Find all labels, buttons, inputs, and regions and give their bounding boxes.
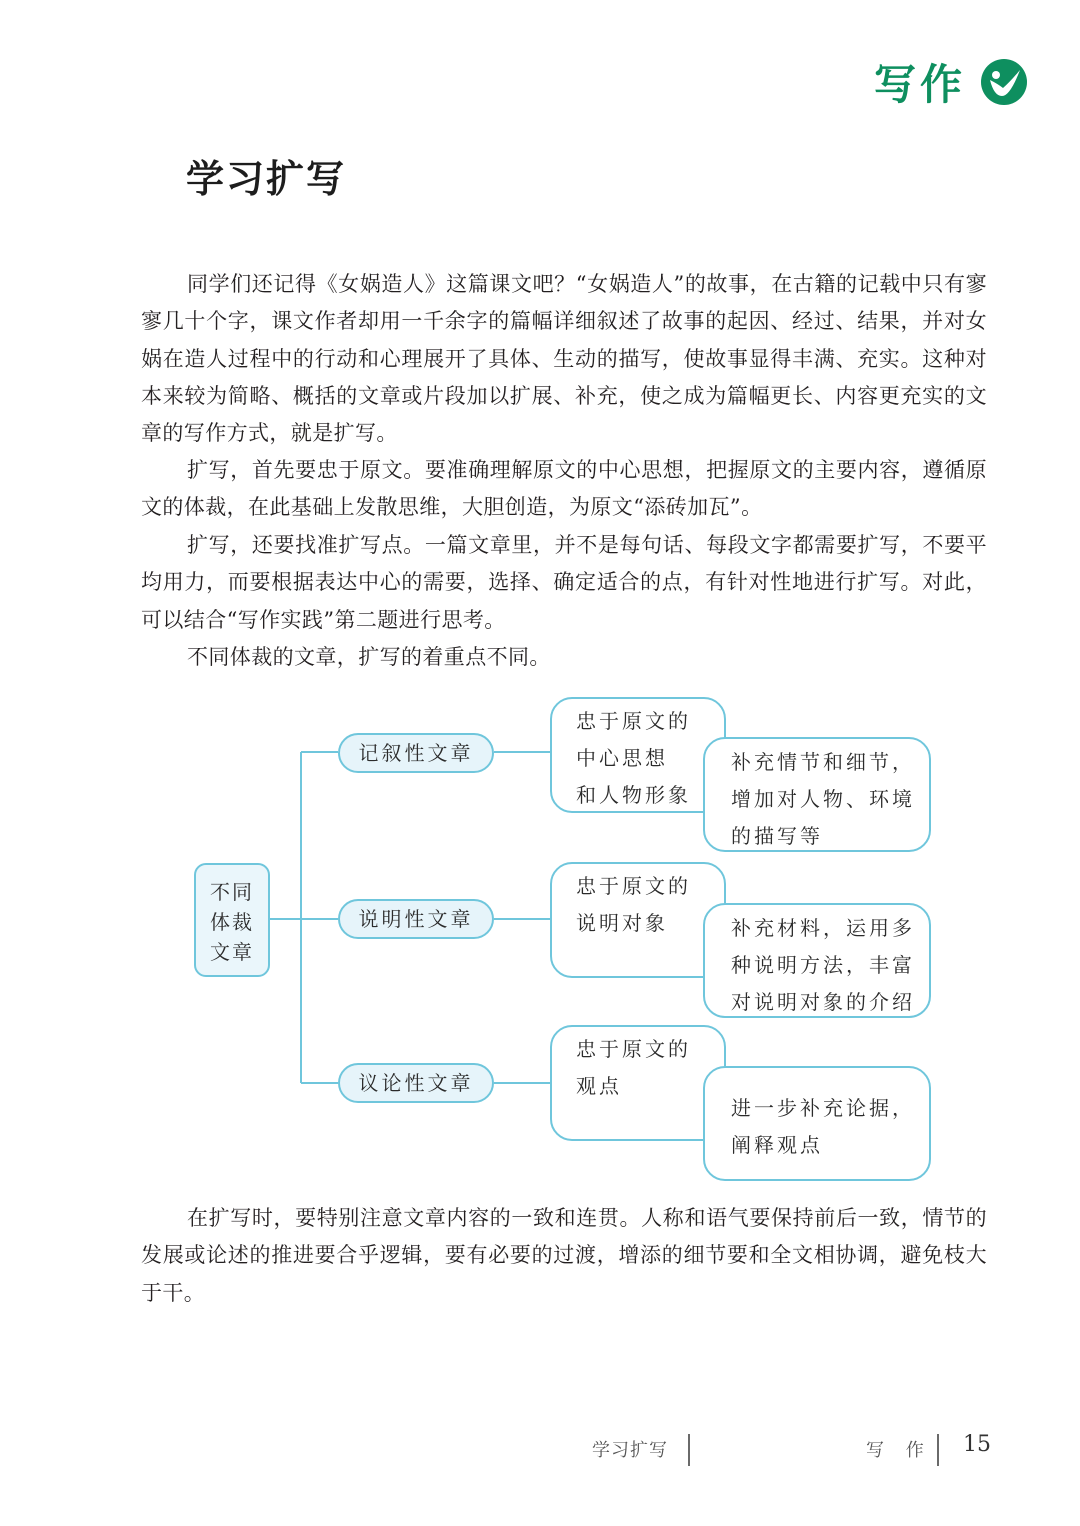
method-line: 种说明方法，丰富 xyxy=(731,953,915,977)
method-line: 对说明对象的介绍 xyxy=(731,990,915,1014)
method-line: 补充材料，运用多 xyxy=(731,916,915,940)
requirement-line: 忠于原文的 xyxy=(576,709,691,733)
requirement-box-expository xyxy=(550,862,726,978)
genre-box-argumentative: 议论性文章 xyxy=(338,1063,494,1103)
section-tag xyxy=(874,52,1028,112)
footer-section: 写 作 xyxy=(866,1440,932,1461)
page-number: 15 xyxy=(963,1432,991,1457)
root-line: 不同 xyxy=(210,880,254,904)
root-line: 体裁 xyxy=(210,910,254,934)
footer-divider xyxy=(688,1434,690,1466)
footer-lesson-title: 学习扩写 xyxy=(592,1440,668,1461)
requirement-box-narrative xyxy=(550,697,726,813)
method-box-argumentative xyxy=(703,1066,931,1181)
diagram-root-box xyxy=(194,863,270,977)
method-line: 增加对人物、环境 xyxy=(731,787,915,811)
requirement-box-argumentative xyxy=(550,1025,726,1141)
genre-box-narrative: 记叙性文章 xyxy=(338,733,494,773)
root-line: 文章 xyxy=(210,940,254,964)
method-line: 的描写等 xyxy=(731,824,823,848)
method-line: 进一步补充论据， xyxy=(731,1096,915,1120)
requirement-line: 忠于原文的 xyxy=(576,1037,691,1061)
genre-box-expository: 说明性文章 xyxy=(338,899,494,939)
section-tag-label: 写作 xyxy=(873,60,966,109)
paragraph-faithful: 扩写，首先要忠于原文。要准确理解原文的中心思想，把握原文的主要内容，遵循原文的体裁，在此基础上发散思维，大胆创造，为原文“添砖加瓦”。 xyxy=(141,458,987,520)
requirement-line: 和人物形象 xyxy=(576,783,691,807)
requirement-line: 忠于原文的 xyxy=(576,874,691,898)
paragraph-genres: 不同体裁的文章，扩写的着重点不同。 xyxy=(187,645,551,669)
method-line: 阐释观点 xyxy=(731,1133,823,1157)
paragraph-intro: 同学们还记得《女娲造人》这篇课文吧？“女娲造人”的故事，在古籍的记载中只有寥寥几十个字，课文作者却用一千余字的篇幅详细叙述了故事的起因、经过、结果，并对女娲在造人过程中的行动和心理展开了具体、生动的描写，使故事显得丰满、充实。这种对本来较为简略、概括的文章或片段加以扩展、补充，使之成为篇幅更长、内容更充实的文章的写作方式，就是扩写。 xyxy=(141,272,987,446)
footer-divider xyxy=(937,1434,939,1466)
requirement-line: 中心思想 xyxy=(576,746,668,770)
checkmark-badge-icon xyxy=(980,58,1028,106)
paragraph-coherence: 在扩写时，要特别注意文章内容的一致和连贯。人称和语气要保持前后一致，情节的发展或论述的推进要合乎逻辑，要有必要的过渡，增添的细节要和全文相协调，避免枝大于干。 xyxy=(141,1206,987,1305)
paragraph-expansion-points: 扩写，还要找准扩写点。一篇文章里，并不是每句话、每段文字都需要扩写，不要平均用力，而要根据表达中心的需要，选择、确定适合的点，有针对性地进行扩写。对此，可以结合“写作实践”第二题进行思考。 xyxy=(141,533,987,632)
requirement-line: 说明对象 xyxy=(576,911,668,935)
method-box-expository xyxy=(703,903,931,1018)
page-title: 学习扩写 xyxy=(186,157,347,201)
method-box-narrative xyxy=(703,737,931,852)
requirement-line: 观点 xyxy=(576,1074,622,1098)
method-line: 补充情节和细节， xyxy=(731,750,915,774)
